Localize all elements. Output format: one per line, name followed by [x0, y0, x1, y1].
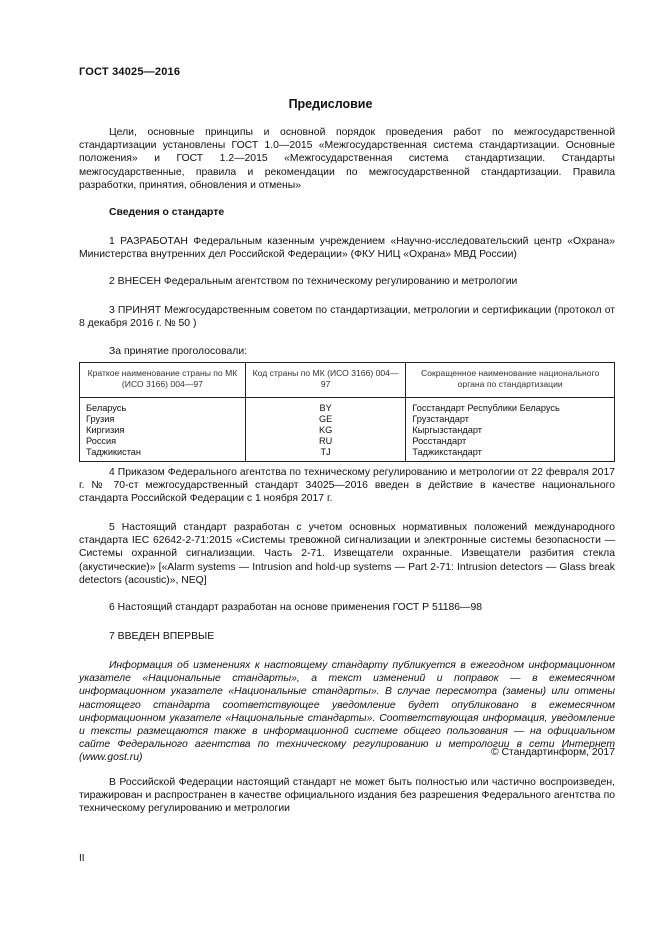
- changes-info-note: Информация об изменениях к настоящему стандарту публикуется в ежегодном информационном указателе «Национальные стандарты», а текст изменений и поправок — в ежемесячном информационном указателе «Национальные стандарты». В случае пересмотра (замены) или отмены настоящего стандарта соответствующее уведомление будет опубликовано в ежемесячном информационном указателе «Национальные стандарты». Соответствующая информация, уведомление и тексты размещаются также в информационной системе общего пользования — на официальном сайте Федерального агентства по техническому регулированию и метрологии в сети Интернет (www.gost.ru): [79, 660, 615, 764]
- votes-table: [79, 362, 615, 462]
- country-cell: Беларусь: [80, 398, 246, 415]
- document-code: ГОСТ 34025—2016: [79, 66, 181, 78]
- table-row: [80, 447, 615, 462]
- vote-intro: За принятие проголосовали:: [109, 346, 248, 357]
- body-cell: Госстандарт Республики Беларусь: [406, 398, 615, 415]
- country-cell: Таджикистан: [80, 447, 246, 462]
- item-7-introduced: 7 ВВЕДЕН ВПЕРВЫЕ: [109, 631, 215, 642]
- code-cell: BY: [245, 398, 406, 415]
- item-1-developed: 1 РАЗРАБОТАН Федеральным казенным учреждением «Научно-исследовательский центр «Охрана» Министерства внутренних дел Российской Федерации» (ФКУ НИЦ «Охрана» МВД России): [79, 236, 615, 261]
- table-row: [80, 425, 615, 436]
- table-header-row: [80, 363, 615, 398]
- item-6-applies: 6 Настоящий стандарт разработан на основе применения ГОСТ Р 51186—98: [109, 602, 483, 613]
- intro-paragraph: Цели, основные принципы и основной порядок проведения работ по межгосударственной стандартизации установлены ГОСТ 1.0—2015 «Межгосударственная система стандартизации. Основные положения» и ГОСТ 1.2—2015 «Межгосударственная система стандартизации. Стандарты межгосударственные, правила и рекомендации по межгосударственной стандартизации. Правила разработки, принятия, обновления и отмены»: [79, 127, 615, 191]
- code-cell: GE: [245, 414, 406, 425]
- code-cell: TJ: [245, 447, 406, 462]
- code-cell: KG: [245, 425, 406, 436]
- section-subheading: Сведения о стандарте: [109, 207, 225, 218]
- item-3-adopted: 3 ПРИНЯТ Межгосударственным советом по стандартизации, метрологии и сертификации (протокол от 8 декабря 2016 г. № 50 ): [79, 305, 615, 330]
- item-5-based-on: 5 Настоящий стандарт разработан с учетом основных нормативных положений международного стандарта IEC 62642-2-71:2015 «Системы тревожной сигнализации и электронные системы безопасности — Системы охранной сигнализации. Часть 2-71. Извещатели охранные. Извещатели разбития стекла (акустические)» [«Alarm systems — Intrusion and hold-up systems — Part 2-71: Intrusion detectors — Glass break detectors (acoustic)», NEQ]: [79, 522, 615, 586]
- header-code: Код страны по МК (ИСО 3166) 004—97: [245, 363, 406, 398]
- body-cell: Росстандарт: [406, 436, 615, 447]
- page-number: II: [79, 853, 85, 864]
- header-body: Сокращенное наименование национального органа по стандартизации: [406, 363, 615, 398]
- table-row: [80, 436, 615, 447]
- code-cell: RU: [245, 436, 406, 447]
- copyright: © Стандартинформ, 2017: [490, 747, 615, 758]
- reproduction-notice: В Российской Федерации настоящий стандарт не может быть полностью или частично воспроизведен, тиражирован и распространен в качестве официального издания без разрешения Федерального агентства по техническому регулированию и метрологии: [79, 777, 615, 815]
- table-row: [80, 398, 615, 415]
- country-cell: Россия: [80, 436, 246, 447]
- item-2-submitted: 2 ВНЕСЕН Федеральным агентством по техническому регулированию и метрологии: [109, 276, 518, 287]
- item-4-order: 4 Приказом Федерального агентства по техническому регулированию и метрологии от 22 февраля 2017 г. № 70-ст межгосударственный стандарт 34025—2016 введен в действие в качестве национального стандарта Российской Федерации с 1 ноября 2017 г.: [79, 467, 615, 505]
- body-cell: Таджикстандарт: [406, 447, 615, 462]
- country-cell: Киргизия: [80, 425, 246, 436]
- header-country: Краткое наименование страны по МК (ИСО 3166) 004—97: [80, 363, 246, 398]
- country-cell: Грузия: [80, 414, 246, 425]
- page-title: Предисловие: [288, 97, 373, 111]
- body-cell: Грузстандарт: [406, 414, 615, 425]
- body-cell: Кыргызстандарт: [406, 425, 615, 436]
- table-row: [80, 414, 615, 425]
